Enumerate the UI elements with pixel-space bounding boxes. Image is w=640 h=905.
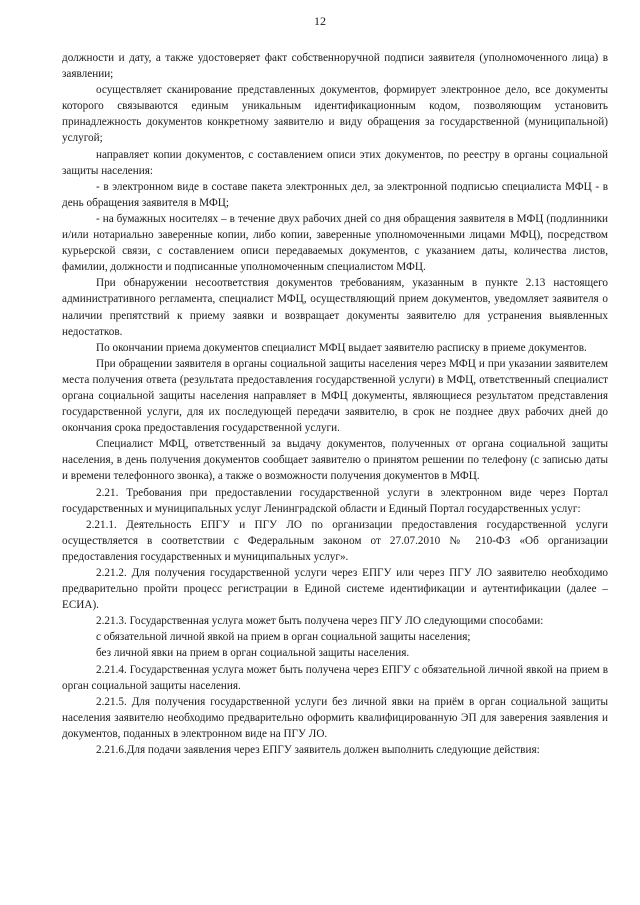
paragraph: При обращении заявителя в органы социальной защиты населения через МФЦ и при указании заявителем места получения ответа (результата предоставления государственной услуги) в МФЦ, ответственный специалист органа социальной защиты населения направляет в МФЦ документы, являющиеся результатом представления государственной услуги, для их последующей передачи заявителю, в срок не позднее двух рабочих дней до окончания срока предоставления государственной услуги.	[62, 357, 608, 435]
paragraph: направляет копии документов, с составлением описи этих документов, по реестру в органы социальной защиты населения:	[62, 148, 608, 177]
page-number: 12	[314, 14, 326, 28]
paragraph: 2.21.4. Государственная услуга может быть получена через ЕПГУ с обязательной личной явкой на прием в орган социальной защиты населения.	[62, 663, 608, 692]
paragraph: 2.21.6.Для подачи заявления через ЕПГУ заявитель должен выполнить следующие действия:	[96, 744, 540, 757]
paragraph: без личной явки на прием в орган социальной защиты населения.	[96, 647, 410, 660]
paragraph: По окончании приема документов специалист МФЦ выдает заявителю расписку в приеме документов.	[96, 341, 587, 354]
paragraph: 2.21.2. Для получения государственной услуги через ЕПГУ или через ПГУ ЛО заявителю необходимо предварительно пройти процесс регистрации в Единой системе идентификации и аутентификации (далее – ЕСИА).	[62, 567, 608, 612]
paragraph: осуществляет сканирование представленных документов, формирует электронное дело, все документы которого связываются единым уникальным идентификационным кодом, позволяющим установить принадлежность документов конкретному заявителю и виду обращения за государственной (муниципальной) услугой;	[62, 84, 608, 145]
paragraph: - в электронном виде в составе пакета электронных дел, за электронной подписью специалиста МФЦ - в день обращения заявителя в МФЦ;	[62, 180, 608, 209]
document-body	[62, 50, 608, 758]
paragraph: При обнаружении несоответствия документов требованиям, указанным в пункте 2.13 настоящего административного регламента, специалист МФЦ, осуществляющий прием документов, уведомляет заявителя о наличии препятствий к приему заявки и возвращает документы заявителю для устранения выявленных недостатков.	[62, 277, 608, 338]
paragraph: 2.21.3. Государственная услуга может быть получена через ПГУ ЛО следующими способами:	[96, 615, 544, 628]
paragraph: должности и дату, а также удостоверяет факт собственноручной подписи заявителя (уполномоченного лица) в заявлении;	[62, 52, 608, 81]
paragraph: с обязательной личной явкой на прием в орган социальной защиты населения;	[96, 631, 471, 644]
paragraph: - на бумажных носителях – в течение двух рабочих дней со дня обращения заявителя в МФЦ (подлинники и/или нотариально заверенные копии, либо копии, заверенные уполномоченными лицами МФЦ), посредством курьерской связи, с составлением описи передаваемых документов, с указанием даты, количества листов, фамилии, должности и подписанные уполномоченным специалистом МФЦ.	[62, 212, 608, 274]
paragraph: Специалист МФЦ, ответственный за выдачу документов, полученных от органа социальной защиты населения, в день получения документов сообщает заявителю о принятом решении по телефону (с записью даты и времени телефонного звонка), а также о возможности получения документов в МФЦ.	[62, 438, 608, 483]
paragraph: 2.21. Требования при предоставлении государственной услуги в электронном виде через Портал государственных и муниципальных услуг Ленинградской области и Единый Портал государственных услуг:	[62, 486, 608, 515]
paragraph: 2.21.1. Деятельность ЕПГУ и ПГУ ЛО по организации предоставления государственной услуги осуществляется в соответствии с Федеральным законом от 27.07.2010 № 210-ФЗ «Об организации предоставления государственных и муниципальных услуг».	[62, 518, 608, 563]
paragraph: 2.21.5. Для получения государственной услуги без личной явки на приём в орган социальной защиты населения заявителю необходимо предварительно оформить квалифицированную ЭП для заверения заявления и документов, поданных в электронном виде на ПГУ ЛО.	[62, 695, 608, 740]
